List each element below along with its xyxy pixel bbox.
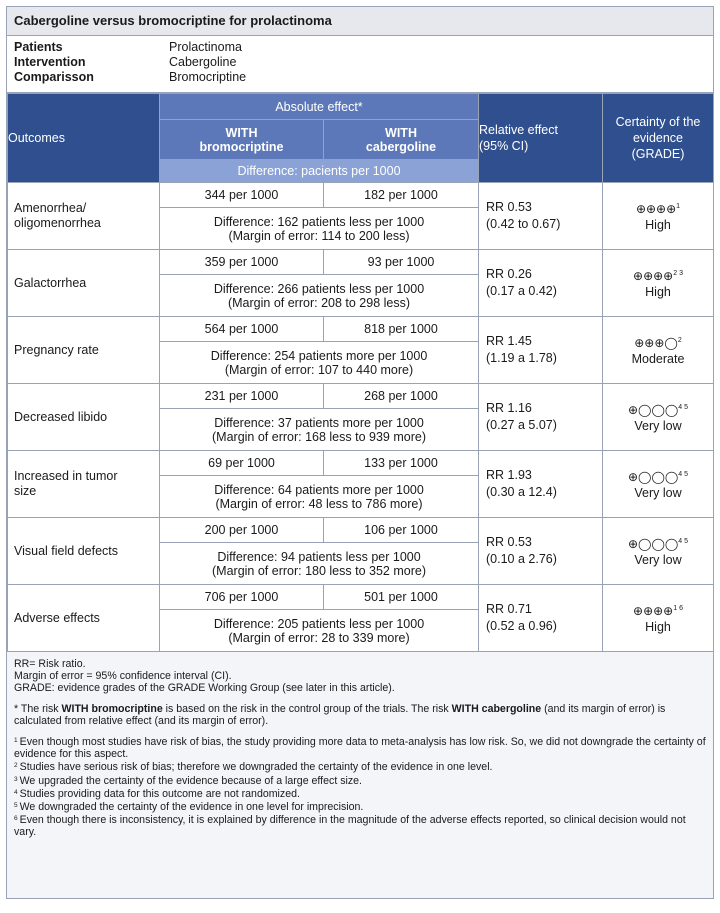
relative-effect-rr: RR 0.71: [486, 602, 532, 616]
pico-row-intervention: [14, 55, 713, 70]
abbrev-rr: RR= Risk ratio.: [14, 658, 86, 670]
relative-effect-ci: (0.10 a 2.76): [486, 552, 557, 566]
risk-with-cabergoline: 93 per 1000: [324, 250, 479, 275]
risk-with-bromocriptine: 564 per 1000: [160, 317, 324, 342]
certainty-footnote-refs: 4 5: [678, 538, 689, 545]
risk-with-bromocriptine: 231 per 1000: [160, 384, 324, 409]
summary-of-findings-document: [6, 6, 714, 899]
difference-cell: [160, 275, 479, 317]
risk-with-cabergoline: 268 per 1000: [324, 384, 479, 409]
outcome-row: [8, 183, 714, 208]
outcome-row: [8, 384, 714, 409]
outcome-name: Pregnancy rate: [8, 317, 160, 384]
footnote: [14, 787, 706, 800]
footnote-text: Even though there is inconsistency, it is explained by difference in the magnitude of the adverse effects reported, so clinical decision would not vary.: [14, 814, 686, 839]
asterisk-text: is based on the risk in the control group of the trials. The risk: [162, 702, 452, 715]
relative-effect: [479, 384, 603, 451]
footnote-mark: 3: [14, 775, 18, 783]
certainty-footnote-refs: 2: [677, 337, 682, 344]
outcome-row: [8, 317, 714, 342]
outcome-row: [8, 518, 714, 543]
header-difference: Difference: pacients per 1000: [160, 160, 479, 183]
difference-text: Difference: 94 patients less per 1000: [217, 549, 421, 564]
difference-cell: [160, 543, 479, 585]
difference-text: Difference: 37 patients more per 1000: [214, 415, 424, 430]
relative-effect: [479, 317, 603, 384]
certainty-footnote-refs: 2 3: [673, 270, 683, 277]
asterisk-bold: WITH cabergoline: [451, 702, 542, 715]
outcome-name: Decreased libido: [8, 384, 160, 451]
summary-of-findings-table: [7, 93, 714, 652]
outcome-name: Galactorrhea: [8, 250, 160, 317]
certainty-level: Very low: [634, 553, 682, 567]
pico-block: [7, 36, 713, 93]
margin-of-error: (Margin of error: 168 less to 939 more): [212, 429, 426, 444]
certainty-level: High: [645, 620, 671, 634]
table-notes: [7, 652, 713, 839]
difference-cell: [160, 610, 479, 652]
difference-text: Difference: 64 patients more per 1000: [214, 482, 424, 497]
relative-effect-ci: (0.52 a 0.96): [486, 619, 557, 633]
relative-effect-ci: (0.17 a 0.42): [486, 284, 557, 298]
certainty-symbols: ⊕◯◯◯: [627, 537, 679, 551]
certainty-cell: [603, 384, 714, 451]
header-with-bromocriptine: WITH bromocriptine: [160, 120, 324, 160]
certainty-cell: [603, 451, 714, 518]
risk-with-cabergoline: 133 per 1000: [324, 451, 479, 476]
relative-effect: [479, 585, 603, 652]
abbreviation-notes: [14, 658, 706, 695]
abbrev-margin: Margin of error = 95% confidence interval (CI).: [14, 670, 232, 683]
certainty-cell: [603, 518, 714, 585]
certainty-level: Moderate: [631, 352, 685, 366]
certainty-symbols: ⊕⊕⊕◯: [634, 336, 678, 350]
pico-label: Intervention: [14, 55, 86, 69]
table-body: [8, 183, 714, 652]
asterisk-text: (and its margin of error) is calculated from relative effect (and its margin of error).: [14, 702, 666, 727]
risk-with-bromocriptine: 706 per 1000: [160, 585, 324, 610]
relative-effect: [479, 518, 603, 585]
footnote-text: Studies have serious risk of bias; therefore we downgraded the certainty of the evidence in one level.: [19, 761, 493, 774]
footnote-mark: 1: [14, 737, 18, 745]
difference-text: Difference: 254 patients more per 1000: [210, 348, 428, 363]
difference-cell: [160, 342, 479, 384]
relative-effect-ci: (0.42 to 0.67): [486, 217, 561, 231]
certainty-footnote-refs: 4 5: [678, 404, 689, 411]
difference-text: Difference: 205 patients less per 1000: [213, 616, 425, 631]
margin-of-error: (Margin of error: 180 less to 352 more): [212, 563, 426, 578]
pico-label: Comparisson: [14, 70, 94, 84]
footnote-mark: 4: [14, 788, 18, 796]
certainty-footnote-refs: 1 6: [673, 605, 683, 612]
relative-effect: [479, 183, 603, 250]
risk-with-bromocriptine: 359 per 1000: [160, 250, 324, 275]
difference-cell: [160, 476, 479, 518]
relative-effect-rr: RR 1.16: [486, 401, 532, 415]
footnotes-list: [14, 735, 706, 839]
outcome-name: Increased in tumor size: [8, 451, 160, 518]
footnote-mark: 6: [14, 815, 18, 823]
header-with-cabergoline: WITH cabergoline: [324, 120, 479, 160]
certainty-cell: [603, 183, 714, 250]
risk-with-cabergoline: 501 per 1000: [324, 585, 479, 610]
relative-effect-rr: RR 1.93: [486, 468, 532, 482]
header-certainty: Certainty of the evidence (GRADE): [603, 94, 714, 183]
certainty-cell: [603, 250, 714, 317]
relative-effect-rr: RR 0.53: [486, 535, 532, 549]
relative-effect-rr: RR 1.45: [486, 334, 532, 348]
outcome-row: [8, 585, 714, 610]
asterisk-note: [14, 703, 706, 727]
margin-of-error: (Margin of error: 208 to 298 less): [227, 295, 411, 310]
risk-with-bromocriptine: 69 per 1000: [160, 451, 324, 476]
footnote: [14, 800, 706, 813]
risk-with-cabergoline: 818 per 1000: [324, 317, 479, 342]
outcome-name: Adverse effects: [8, 585, 160, 652]
certainty-level: High: [645, 285, 671, 299]
outcome-name: Visual field defects: [8, 518, 160, 585]
table-header: [8, 94, 714, 183]
footnote-text: Studies providing data for this outcome are not randomized.: [19, 787, 300, 800]
difference-text: Difference: 266 patients less per 1000: [213, 281, 425, 296]
asterisk-bold: WITH bromocriptine: [61, 702, 163, 715]
risk-with-cabergoline: 182 per 1000: [324, 183, 479, 208]
footnote-text: We upgraded the certainty of the evidence because of a large effect size.: [19, 774, 362, 787]
asterisk-text: * The risk: [14, 702, 62, 715]
margin-of-error: (Margin of error: 114 to 200 less): [228, 228, 410, 243]
risk-with-bromocriptine: 200 per 1000: [160, 518, 324, 543]
margin-of-error: (Margin of error: 48 less to 786 more): [215, 496, 423, 511]
margin-of-error: (Margin of error: 28 to 339 more): [228, 630, 410, 645]
relative-effect-ci: (1.19 a 1.78): [486, 351, 557, 365]
risk-with-cabergoline: 106 per 1000: [324, 518, 479, 543]
certainty-symbols: ⊕⊕⊕⊕: [633, 604, 674, 618]
outcome-name: Amenorrhea/ oligomenorrhea: [8, 183, 160, 250]
certainty-symbols: ⊕◯◯◯: [627, 470, 679, 484]
margin-of-error: (Margin of error: 107 to 440 more): [224, 362, 414, 377]
footnote-mark: 2: [14, 762, 18, 770]
relative-effect: [479, 250, 603, 317]
abbrev-grade: GRADE: evidence grades of the GRADE Working Group (see later in this article).: [14, 682, 395, 695]
certainty-symbols: ⊕⊕⊕⊕: [635, 202, 677, 216]
certainty-level: Very low: [634, 419, 682, 433]
relative-effect-ci: (0.27 a 5.07): [486, 418, 557, 432]
certainty-level: Very low: [634, 486, 682, 500]
pico-value: Bromocriptine: [169, 70, 247, 84]
pico-row-patients: [14, 40, 713, 55]
certainty-footnote-refs: 1: [676, 203, 681, 210]
footnote: [14, 735, 706, 760]
footnote-text: Even though most studies have risk of bias, the study providing more data to meta-analysis has low risk. So, we did not downgrade the certainty of evidence for this aspect.: [14, 736, 706, 761]
outcome-row: [8, 451, 714, 476]
header-absolute-effect: Absolute effect*: [160, 94, 479, 120]
footnote-mark: 5: [14, 802, 18, 810]
relative-effect-rr: RR 0.53: [486, 200, 532, 214]
footnote: [14, 813, 706, 838]
table-title: Cabergoline versus bromocriptine for prolactinoma: [7, 7, 713, 36]
certainty-cell: [603, 585, 714, 652]
certainty-footnote-refs: 4 5: [678, 471, 689, 478]
relative-effect-ci: (0.30 a 12.4): [486, 485, 557, 499]
footnote-text: We downgraded the certainty of the evidence in one level for imprecision.: [19, 801, 364, 814]
certainty-level: High: [645, 218, 671, 232]
difference-cell: [160, 208, 479, 250]
outcome-row: [8, 250, 714, 275]
relative-effect: [479, 451, 603, 518]
certainty-symbols: ⊕⊕⊕⊕: [633, 269, 674, 283]
pico-row-comparison: [14, 70, 713, 85]
certainty-symbols: ⊕◯◯◯: [627, 403, 679, 417]
header-outcomes: Outcomes: [8, 94, 160, 183]
footnote: [14, 774, 706, 787]
difference-cell: [160, 409, 479, 451]
risk-with-bromocriptine: 344 per 1000: [160, 183, 324, 208]
difference-text: Difference: 162 patients less per 1000: [213, 214, 425, 229]
pico-label: Patients: [14, 40, 63, 54]
pico-value: Cabergoline: [169, 55, 237, 69]
certainty-cell: [603, 317, 714, 384]
pico-value: Prolactinoma: [169, 40, 242, 54]
footnote: [14, 760, 706, 773]
header-relative-effect: Relative effect (95% CI): [479, 94, 603, 183]
relative-effect-rr: RR 0.26: [486, 267, 532, 281]
